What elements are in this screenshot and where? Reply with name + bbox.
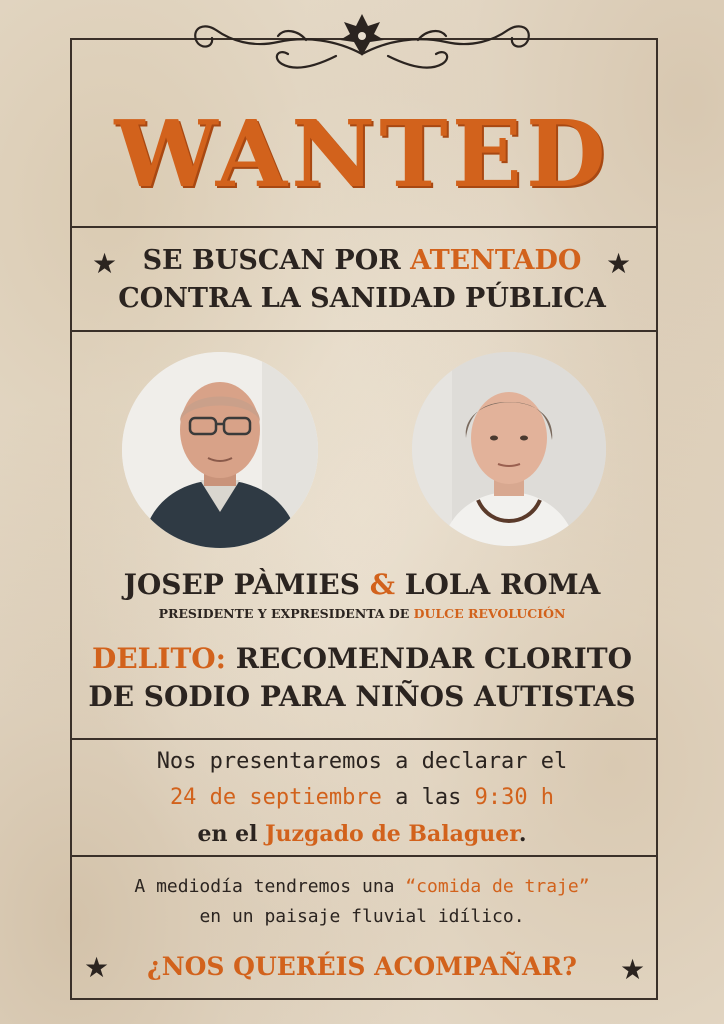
woman-portrait-icon — [412, 352, 606, 546]
declare-line3-prefix: en el — [197, 821, 266, 847]
star-left-top: ★ — [92, 247, 118, 280]
headline-line2: CONTRA LA SANIDAD PÚBLICA — [118, 283, 606, 314]
declare-line2 — [0, 780, 724, 816]
scroll-ornament-icon — [186, 10, 538, 78]
divider-top — [72, 226, 656, 228]
person2-name: LOLA ROMA — [404, 568, 601, 601]
name-joiner: & — [360, 568, 405, 601]
headline-highlight: ATENTADO — [410, 245, 582, 276]
crime-line1-rest: RECOMENDAR CLORITO — [226, 642, 632, 675]
declare-line3 — [0, 816, 724, 852]
person1-name: JOSEP PÀMIES — [123, 568, 360, 601]
photo-lola-roma — [412, 352, 606, 546]
subtitle-prefix: PRESIDENTE Y EXPRESIDENTA DE — [158, 606, 414, 621]
lunch-prefix: A mediodía tendremos una — [134, 876, 406, 897]
suspects-subtitle — [0, 606, 724, 621]
declare-place: Juzgado de Balaguer — [265, 821, 519, 847]
declare-time: 9:30 h — [474, 785, 555, 810]
suspects-names — [0, 568, 724, 601]
crime-label: DELITO: — [92, 642, 227, 675]
lunch-line2: en un paisaje fluvial idílico. — [199, 906, 525, 927]
declare-line1: Nos presentaremos a declarar el — [156, 749, 568, 774]
crime-line2: DE SODIO PARA NIÑOS AUTISTAS — [88, 680, 636, 713]
divider-bottom — [72, 855, 656, 857]
man-portrait-icon — [122, 352, 318, 548]
divider-lower — [72, 738, 656, 740]
crime-line1 — [0, 640, 724, 678]
declare-line3-suffix: . — [518, 821, 527, 847]
crime-block — [0, 640, 724, 716]
subtitle-org: DULCE REVOLUCIÓN — [413, 606, 566, 621]
headline-prefix: SE BUSCAN POR — [142, 245, 411, 276]
lunch-quote: “comida de traje” — [405, 876, 590, 897]
closing-question: ¿NOS QUERÉIS ACOMPAÑAR? — [147, 952, 577, 981]
photo-josep-pamies — [122, 352, 318, 548]
declare-mid: a las — [381, 785, 475, 810]
star-right-bottom: ★ — [620, 953, 646, 986]
lunch-line1 — [0, 872, 724, 902]
star-right-top: ★ — [606, 247, 632, 280]
lunch-block — [0, 872, 724, 932]
divider-middle — [72, 330, 656, 332]
star-left-bottom: ★ — [84, 951, 110, 984]
headline-line1 — [0, 242, 724, 280]
declaration-block — [0, 744, 724, 852]
declare-date: 24 de septiembre — [169, 785, 382, 810]
wanted-title: WANTED — [114, 100, 610, 208]
